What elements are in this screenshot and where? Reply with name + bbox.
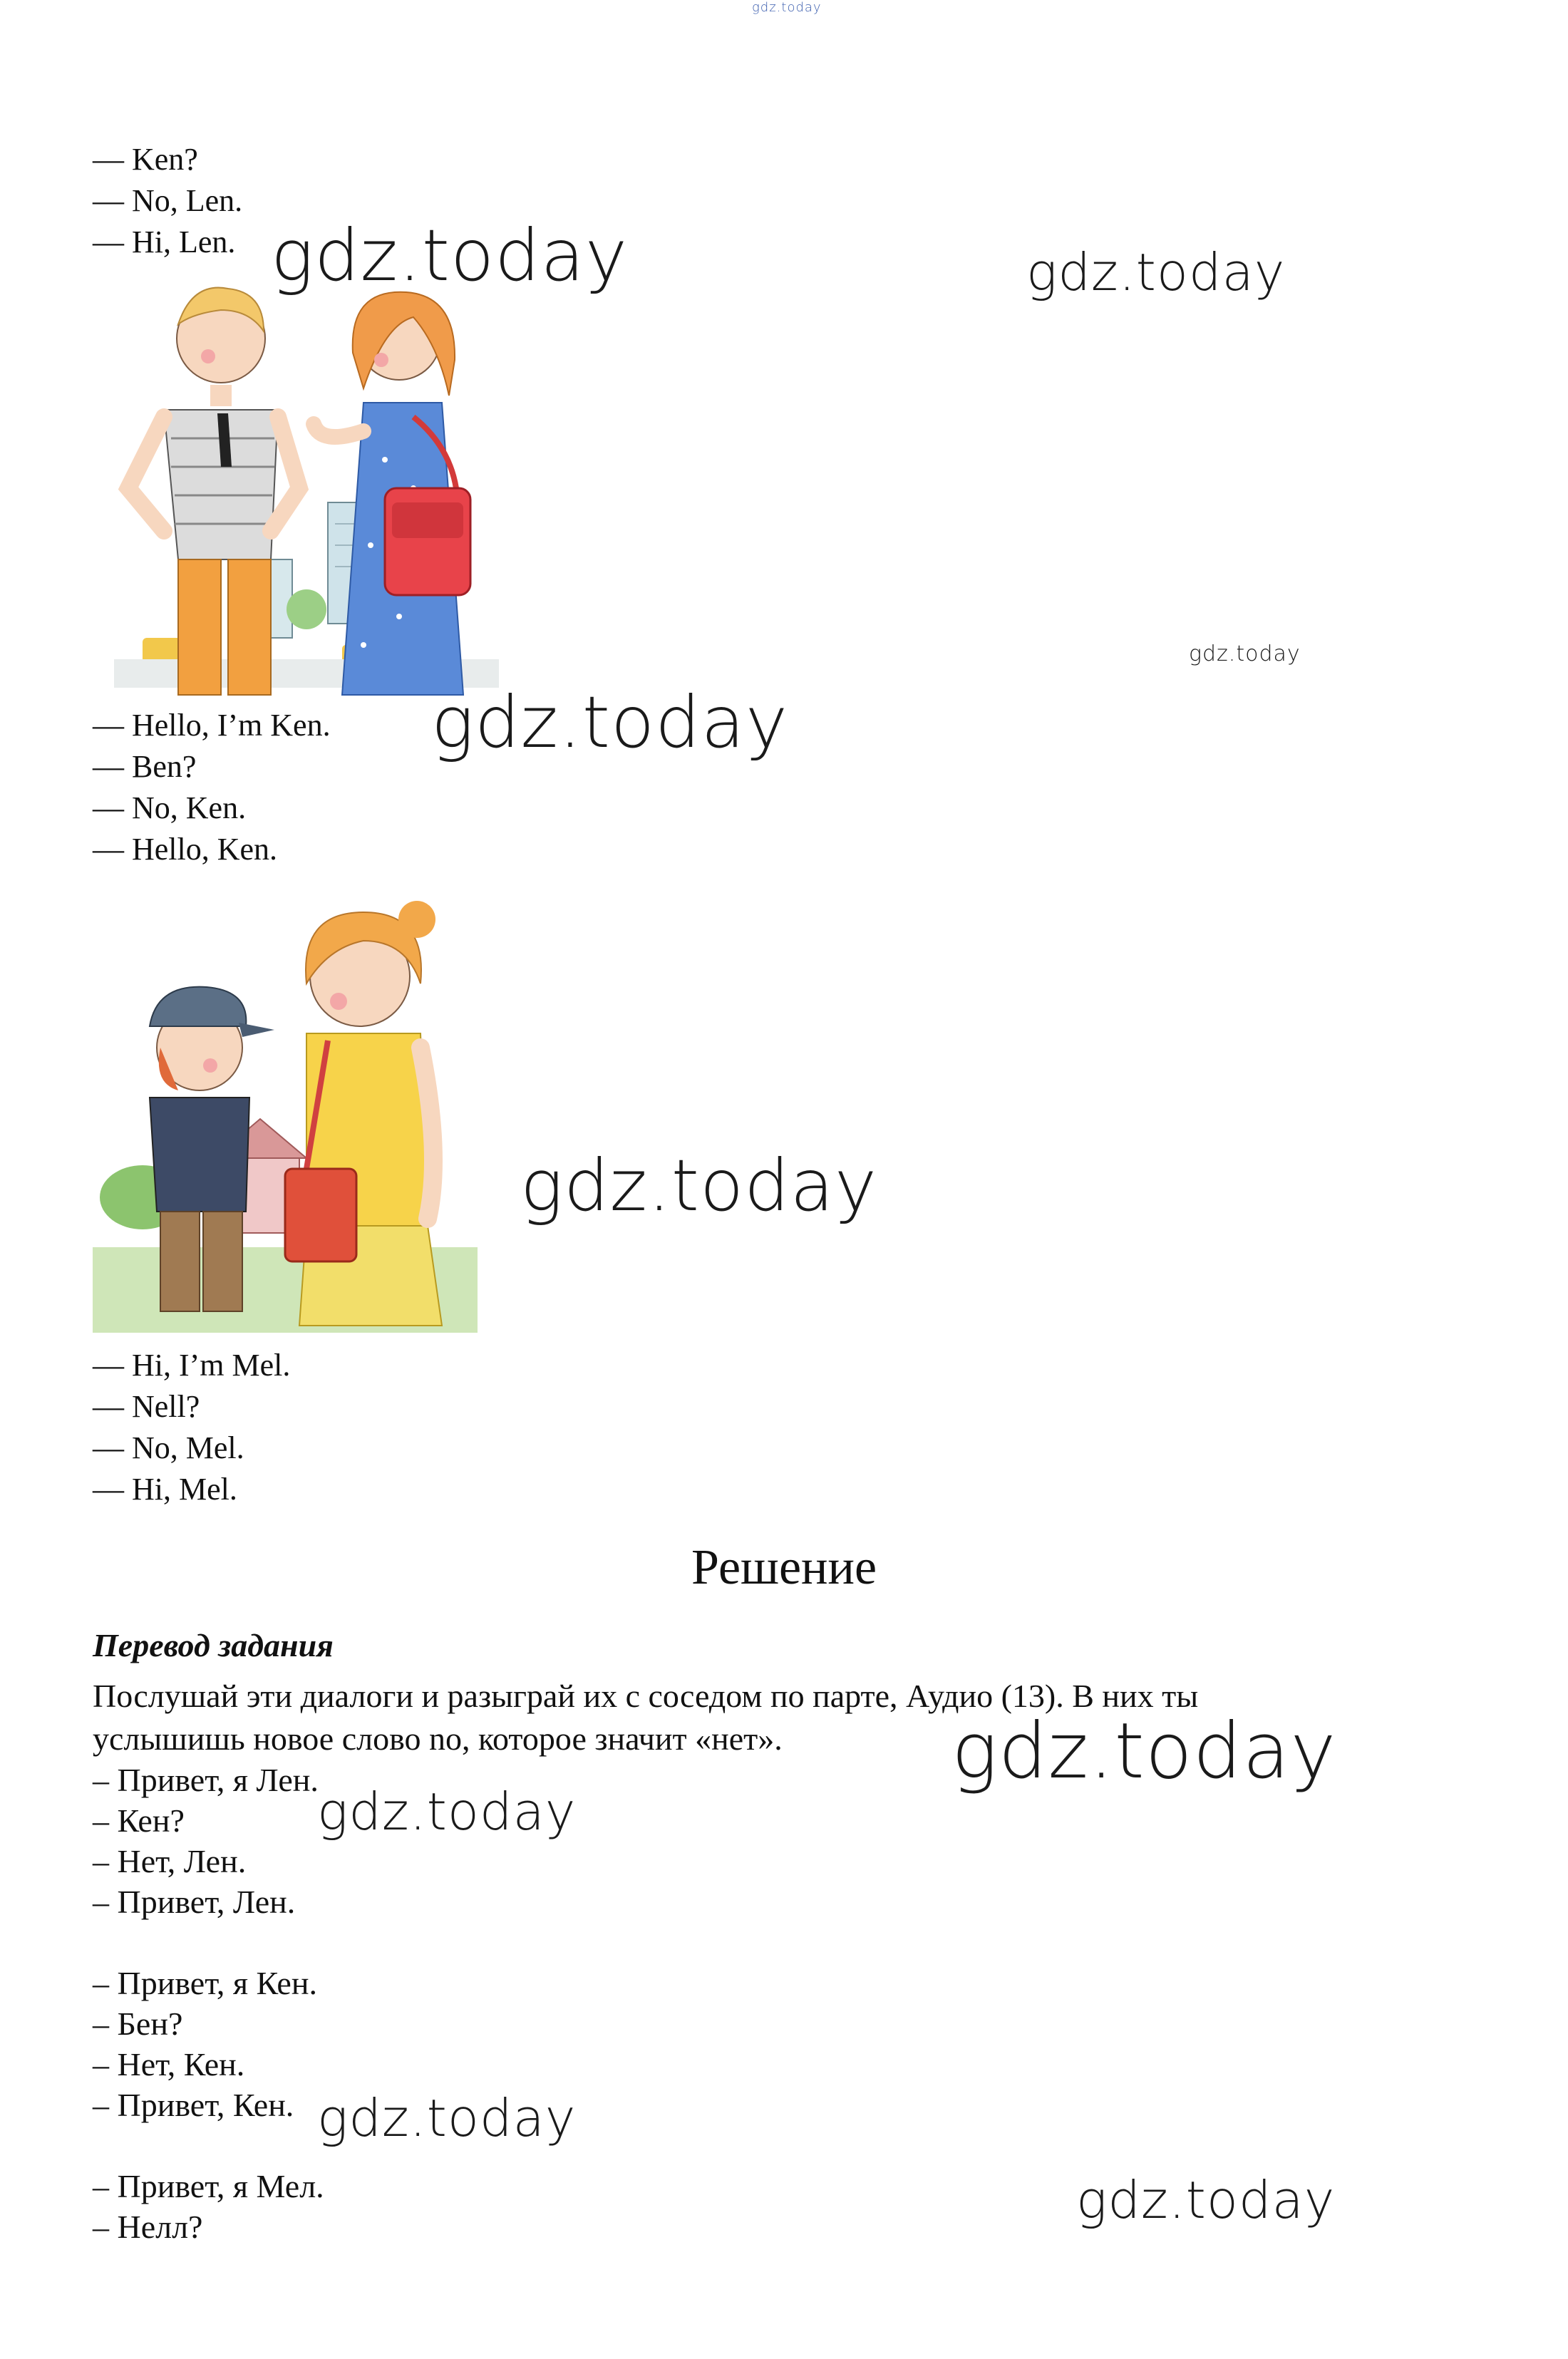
- translation2-line-2: – Бен?: [93, 2006, 183, 2042]
- dialog3-line-4: — Hi, Mel.: [93, 1472, 237, 1507]
- boy-and-girl-talking-illustration: [114, 274, 499, 702]
- dialog3-line-3: — No, Mel.: [93, 1430, 244, 1465]
- dialog3-line-2: — Nell?: [93, 1389, 200, 1424]
- translation-heading: Перевод задания: [93, 1627, 334, 1663]
- dialog2-line-2: — Ben?: [93, 749, 197, 784]
- dialog1-line-2: — No, Len.: [93, 183, 243, 218]
- watermark: gdz.today: [520, 1144, 878, 1227]
- instruction-line-1: Послушай эти диалоги и разыграй их с соседом по парте, Аудио (13). В них ты: [93, 1678, 1199, 1714]
- solution-heading: Решение: [691, 1540, 877, 1595]
- translation2-line-3: – Нет, Кен.: [93, 2046, 245, 2082]
- dialog2-line-1: — Hello, I’m Ken.: [93, 708, 331, 743]
- translation1-line-4: – Привет, Лен.: [93, 1884, 296, 1920]
- translation3-line-1: – Привет, я Мел.: [93, 2168, 324, 2204]
- watermark: gdz.today: [431, 681, 789, 764]
- dialog1-line-1: — Ken?: [93, 142, 198, 177]
- instruction-line-2: услышишь новое слово no, которое значит «нет».: [93, 1720, 783, 1757]
- translation3-line-2: – Нелл?: [93, 2209, 203, 2245]
- translation1-line-2: – Кен?: [93, 1802, 185, 1839]
- watermark: gdz.today: [317, 2088, 577, 2148]
- translation2-line-1: – Привет, я Кен.: [93, 1965, 317, 2001]
- dialog3-line-1: — Hi, I’m Mel.: [93, 1348, 291, 1383]
- watermark: gdz.today: [1076, 2170, 1336, 2230]
- watermark: gdz.today: [271, 214, 629, 297]
- watermark: gdz.today: [951, 1707, 1337, 1796]
- watermark-top: gdz.today: [752, 0, 822, 15]
- translation2-line-4: – Привет, Кен.: [93, 2087, 294, 2123]
- dialog1-line-3: — Hi, Len.: [93, 224, 236, 259]
- watermark: gdz.today: [1026, 242, 1286, 302]
- watermark: gdz.today: [317, 1782, 577, 1842]
- dialog2-line-3: — No, Ken.: [93, 790, 247, 825]
- watermark: gdz.today: [1189, 641, 1301, 666]
- boy-in-cap-and-woman-illustration: [93, 884, 478, 1333]
- dialog2-line-4: — Hello, Ken.: [93, 832, 278, 867]
- translation1-line-1: – Привет, я Лен.: [93, 1762, 319, 1798]
- translation1-line-3: – Нет, Лен.: [93, 1843, 247, 1879]
